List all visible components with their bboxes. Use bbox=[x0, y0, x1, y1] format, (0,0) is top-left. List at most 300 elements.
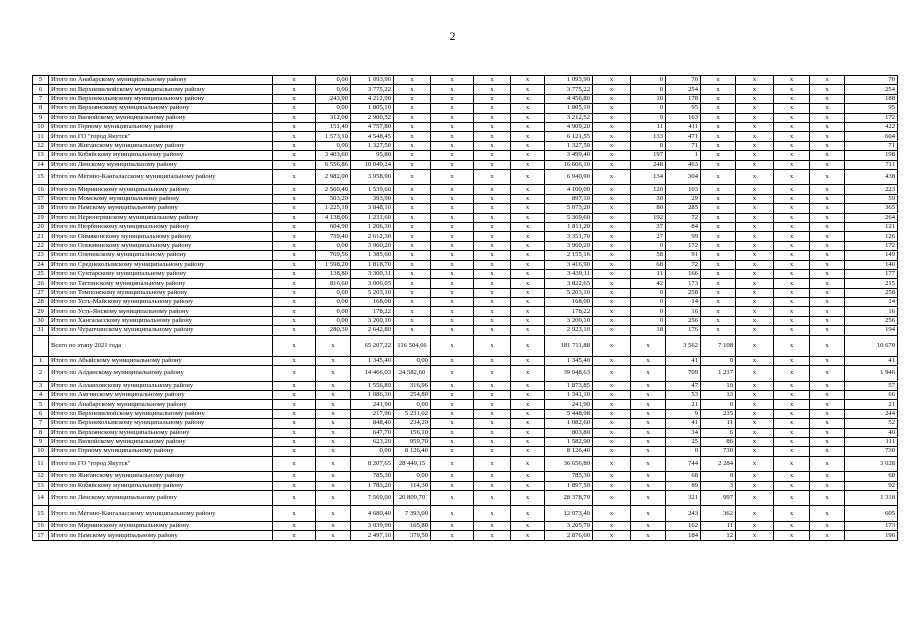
table-row bbox=[33, 251, 898, 260]
table-cell: 16 bbox=[845, 307, 898, 316]
table-cell: x bbox=[394, 85, 431, 94]
table-row bbox=[33, 456, 898, 472]
table-cell: Итого по Момскому муниципальному району bbox=[49, 194, 273, 203]
table-cell: x bbox=[593, 390, 631, 399]
table-cell: x bbox=[701, 85, 736, 94]
table-cell: 1 818,70 bbox=[351, 260, 394, 269]
table-cell: x bbox=[593, 122, 631, 131]
table-cell: x bbox=[474, 122, 511, 131]
table-cell: 58 bbox=[631, 251, 666, 260]
table-cell: x bbox=[736, 141, 774, 150]
table-cell: x bbox=[511, 260, 545, 269]
table-cell: x bbox=[474, 279, 511, 288]
table-cell: x bbox=[394, 251, 431, 260]
table-cell: x bbox=[631, 506, 666, 522]
table-cell: x bbox=[394, 269, 431, 278]
table-cell: x bbox=[431, 76, 474, 85]
table-cell: x bbox=[431, 222, 474, 231]
table-cell: x bbox=[593, 447, 631, 456]
table-cell: 4 bbox=[33, 390, 49, 399]
table-cell: 29 bbox=[666, 194, 701, 203]
table-cell: 0,00 bbox=[316, 104, 351, 113]
table-cell: x bbox=[273, 456, 316, 472]
table-cell: x bbox=[511, 113, 545, 122]
table-cell: 2 612,30 bbox=[351, 232, 394, 241]
table-cell: 3 205,70 bbox=[545, 521, 593, 530]
table-cell: 36 656,80 bbox=[545, 456, 593, 472]
table-cell: 27 bbox=[33, 288, 49, 297]
table-cell: x bbox=[431, 521, 474, 530]
table-cell: x bbox=[394, 160, 431, 169]
table-cell: 0,00 bbox=[351, 447, 394, 456]
table-cell: 0,00 bbox=[394, 400, 431, 409]
table-cell: 14 466,03 bbox=[351, 366, 394, 382]
table-cell: x bbox=[474, 232, 511, 241]
table-cell: Итого по Усть-Янскому муниципальному району bbox=[49, 307, 273, 316]
table-cell: x bbox=[736, 185, 774, 194]
table-cell: x bbox=[431, 132, 474, 141]
table-cell: x bbox=[774, 185, 810, 194]
table-cell: x bbox=[273, 222, 316, 231]
table-cell: x bbox=[774, 472, 810, 481]
table-cell: 163 bbox=[666, 113, 701, 122]
table-cell: 217,96 bbox=[351, 409, 394, 418]
table-cell: Итого по Ленскому муниципальному району bbox=[49, 490, 273, 506]
table-cell: 120 bbox=[631, 185, 666, 194]
table-cell: 0 bbox=[631, 307, 666, 316]
table-cell: x bbox=[394, 141, 431, 150]
table-row bbox=[33, 481, 898, 490]
table-cell: 6 121,55 bbox=[545, 132, 593, 141]
table-cell: x bbox=[394, 307, 431, 316]
table-cell: x bbox=[736, 85, 774, 94]
table-cell: 178 bbox=[666, 94, 701, 103]
table-cell: x bbox=[431, 481, 474, 490]
table-cell: x bbox=[273, 307, 316, 316]
table-cell: 3 200,10 bbox=[351, 316, 394, 325]
table-cell: 1 783,20 bbox=[351, 481, 394, 490]
table-cell: x bbox=[701, 222, 736, 231]
table-cell: x bbox=[810, 113, 845, 122]
table-cell: x bbox=[316, 447, 351, 456]
table-cell: x bbox=[511, 279, 545, 288]
table-cell: x bbox=[810, 241, 845, 250]
table-cell: x bbox=[593, 260, 631, 269]
table-cell: 9 bbox=[666, 409, 701, 418]
table-cell: 28 378,70 bbox=[545, 490, 593, 506]
table-cell: x bbox=[631, 456, 666, 472]
table-cell: x bbox=[774, 85, 810, 94]
table-cell: x bbox=[394, 260, 431, 269]
table-cell: x bbox=[474, 521, 511, 530]
table-cell: x bbox=[736, 481, 774, 490]
table-cell: 5 073,20 bbox=[545, 204, 593, 213]
table-cell: x bbox=[273, 241, 316, 250]
table-cell: x bbox=[273, 490, 316, 506]
table-cell: x bbox=[511, 456, 545, 472]
table-cell: 11 bbox=[701, 419, 736, 428]
table-cell: x bbox=[394, 326, 431, 335]
table-cell: x bbox=[810, 472, 845, 481]
table-row bbox=[33, 241, 898, 250]
table-row bbox=[33, 472, 898, 481]
table-cell: x bbox=[736, 390, 774, 399]
table-cell: x bbox=[631, 381, 666, 390]
table-cell: 769,56 bbox=[316, 251, 351, 260]
table-cell: 5 231,02 bbox=[394, 409, 431, 418]
table-cell: 1 805,10 bbox=[351, 104, 394, 113]
table-cell: 111 bbox=[845, 437, 898, 446]
table-cell: 3 200,10 bbox=[545, 316, 593, 325]
table-cell: x bbox=[273, 269, 316, 278]
table-cell: x bbox=[431, 326, 474, 335]
table-cell: 709 bbox=[666, 366, 701, 382]
table-cell: x bbox=[631, 390, 666, 399]
table-cell: 3 351,70 bbox=[545, 232, 593, 241]
table-cell: x bbox=[593, 326, 631, 335]
table-cell: x bbox=[316, 390, 351, 399]
table-cell: x bbox=[273, 288, 316, 297]
table-row bbox=[33, 76, 898, 85]
table-row bbox=[33, 260, 898, 269]
table-cell: 1 897,50 bbox=[545, 481, 593, 490]
table-row bbox=[33, 222, 898, 231]
table-cell: 7 569,00 bbox=[351, 490, 394, 506]
table-cell: 3 848,10 bbox=[351, 204, 394, 213]
table-cell: 0 bbox=[666, 447, 701, 456]
table-cell: x bbox=[810, 298, 845, 307]
table-cell: 1 345,40 bbox=[545, 356, 593, 365]
table-cell: x bbox=[701, 288, 736, 297]
table-cell: x bbox=[316, 428, 351, 437]
table-cell: x bbox=[810, 132, 845, 141]
table-cell: 177 bbox=[845, 269, 898, 278]
table-cell: 22 bbox=[33, 241, 49, 250]
table-cell: x bbox=[593, 113, 631, 122]
table-cell: x bbox=[774, 531, 810, 540]
table-cell: 70 bbox=[845, 76, 898, 85]
table-cell: 3 039,90 bbox=[351, 521, 394, 530]
table-cell: x bbox=[273, 104, 316, 113]
table-cell: x bbox=[701, 76, 736, 85]
table-cell: 11 bbox=[701, 521, 736, 530]
table-cell: x bbox=[431, 490, 474, 506]
table-cell: x bbox=[431, 531, 474, 540]
table-cell: x bbox=[511, 85, 545, 94]
table-cell: x bbox=[736, 232, 774, 241]
table-cell: 121 bbox=[845, 222, 898, 231]
table-row bbox=[33, 506, 898, 522]
table-cell: x bbox=[736, 132, 774, 141]
table-row bbox=[33, 94, 898, 103]
table-cell: x bbox=[774, 222, 810, 231]
table-cell: x bbox=[316, 531, 351, 540]
table-cell: 463 bbox=[666, 160, 701, 169]
table-cell: 13 bbox=[33, 151, 49, 160]
table-cell: x bbox=[701, 94, 736, 103]
table-cell: 7 bbox=[33, 94, 49, 103]
table-cell: Итого по Верхневилюйскому муниципальному району bbox=[49, 85, 273, 94]
table-cell: 138,80 bbox=[316, 269, 351, 278]
table-cell: x bbox=[631, 490, 666, 506]
table-cell: x bbox=[273, 326, 316, 335]
table-cell: x bbox=[474, 85, 511, 94]
table-row bbox=[33, 521, 898, 530]
table-cell: x bbox=[736, 366, 774, 382]
table-cell: 235 bbox=[701, 409, 736, 418]
table-cell: x bbox=[810, 400, 845, 409]
table-cell: 1 bbox=[666, 151, 701, 160]
table-row bbox=[33, 356, 898, 365]
table-cell: Итого по Вилюйскому муниципальному району bbox=[49, 113, 273, 122]
table-cell: 13 bbox=[701, 390, 736, 399]
table-cell: Итого по Верхнеколымскому муниципальному району bbox=[49, 419, 273, 428]
table-cell: x bbox=[511, 409, 545, 418]
table-cell: x bbox=[593, 160, 631, 169]
table-cell: 1 231,60 bbox=[351, 213, 394, 222]
table-cell: 0 bbox=[631, 85, 666, 94]
table-cell: 4 212,90 bbox=[351, 94, 394, 103]
table-cell: 168,00 bbox=[351, 298, 394, 307]
table-cell: x bbox=[511, 160, 545, 169]
table-cell: x bbox=[511, 76, 545, 85]
table-cell: x bbox=[431, 113, 474, 122]
table-cell: x bbox=[774, 381, 810, 390]
table-cell: 70 bbox=[666, 76, 701, 85]
table-cell: 0 bbox=[631, 316, 666, 325]
table-cell: 1 946 bbox=[845, 366, 898, 382]
table-cell: Итого по Сунтарскому муниципальному району bbox=[49, 269, 273, 278]
table-cell: 5 203,10 bbox=[545, 288, 593, 297]
table-cell: x bbox=[810, 76, 845, 85]
table-cell: 605 bbox=[845, 506, 898, 522]
table-cell: x bbox=[474, 169, 511, 185]
table-cell: x bbox=[273, 335, 316, 356]
table-cell: 362 bbox=[701, 506, 736, 522]
table-cell: x bbox=[810, 506, 845, 522]
table-cell: Итого по Горному муниципальному району bbox=[49, 122, 273, 131]
table-cell: x bbox=[701, 269, 736, 278]
table-cell: x bbox=[774, 160, 810, 169]
table-cell: x bbox=[273, 279, 316, 288]
table-cell: 16 606,10 bbox=[545, 160, 593, 169]
table-cell: x bbox=[736, 316, 774, 325]
table-cell: 0,00 bbox=[394, 356, 431, 365]
table-cell: x bbox=[474, 213, 511, 222]
table-cell: 503,20 bbox=[316, 194, 351, 203]
table-cell: Итого по Среднеколымскому муниципальному району bbox=[49, 260, 273, 269]
table-cell: x bbox=[273, 251, 316, 260]
table-cell: x bbox=[474, 506, 511, 522]
table-cell: x bbox=[394, 169, 431, 185]
table-cell: x bbox=[774, 122, 810, 131]
table-cell: x bbox=[736, 269, 774, 278]
table-row bbox=[33, 113, 898, 122]
table-row bbox=[33, 326, 898, 335]
table-cell: 5 369,60 bbox=[545, 213, 593, 222]
table-cell: x bbox=[474, 437, 511, 446]
table-cell: x bbox=[593, 419, 631, 428]
table-cell: x bbox=[810, 419, 845, 428]
table-cell: 3 562 bbox=[666, 335, 701, 356]
table-cell: 7 bbox=[33, 419, 49, 428]
table-cell: x bbox=[474, 366, 511, 382]
table-cell: 4 100,00 bbox=[545, 185, 593, 194]
table-cell: x bbox=[774, 132, 810, 141]
table-cell: 25 bbox=[33, 269, 49, 278]
table-cell: x bbox=[474, 288, 511, 297]
table-cell: x bbox=[474, 390, 511, 399]
table-cell: x bbox=[631, 437, 666, 446]
table-cell: x bbox=[810, 437, 845, 446]
table-cell: Итого по Алданскому муниципальному району bbox=[49, 366, 273, 382]
table-cell: x bbox=[316, 472, 351, 481]
table-cell: 2 497,10 bbox=[351, 531, 394, 540]
table-cell: 17 bbox=[33, 194, 49, 203]
table-cell: 196 bbox=[845, 531, 898, 540]
table-cell: 25 bbox=[666, 437, 701, 446]
table-cell: x bbox=[593, 141, 631, 150]
table-cell: 1 582,90 bbox=[545, 437, 593, 446]
table-cell: x bbox=[774, 307, 810, 316]
table-cell: 86 bbox=[701, 437, 736, 446]
table-cell: x bbox=[431, 260, 474, 269]
table-row bbox=[33, 531, 898, 540]
table-cell: x bbox=[394, 194, 431, 203]
table-cell: x bbox=[736, 213, 774, 222]
table-cell: x bbox=[273, 213, 316, 222]
table-cell: 31 bbox=[33, 326, 49, 335]
table-cell: x bbox=[431, 409, 474, 418]
table-cell: 41 bbox=[845, 356, 898, 365]
table-cell bbox=[33, 335, 49, 356]
table-cell: x bbox=[774, 506, 810, 522]
table-cell: 10 bbox=[33, 122, 49, 131]
table-cell: x bbox=[394, 298, 431, 307]
table-cell: x bbox=[810, 490, 845, 506]
table-cell: 0 bbox=[631, 288, 666, 297]
table-cell: x bbox=[701, 160, 736, 169]
table-cell: 21 bbox=[33, 232, 49, 241]
table-cell: x bbox=[631, 400, 666, 409]
table-cell: 2 876,60 bbox=[545, 531, 593, 540]
table-cell: x bbox=[273, 437, 316, 446]
table-cell: x bbox=[810, 288, 845, 297]
table-cell: 3 416,90 bbox=[545, 260, 593, 269]
table-cell: x bbox=[273, 428, 316, 437]
table-cell: 13 bbox=[33, 481, 49, 490]
table-cell: x bbox=[431, 472, 474, 481]
table-cell: 1 237 bbox=[701, 366, 736, 382]
table-cell: 10 049,24 bbox=[351, 160, 394, 169]
table-cell: x bbox=[511, 141, 545, 150]
table-cell: 114,30 bbox=[394, 481, 431, 490]
table-cell: x bbox=[431, 447, 474, 456]
table-cell: x bbox=[431, 428, 474, 437]
table-cell: x bbox=[774, 204, 810, 213]
table-cell: 422 bbox=[845, 122, 898, 131]
table-cell: x bbox=[736, 456, 774, 472]
table-cell: x bbox=[431, 279, 474, 288]
table-cell: 241,90 bbox=[351, 400, 394, 409]
table-cell: 72 bbox=[666, 213, 701, 222]
table-cell: 12 bbox=[33, 472, 49, 481]
table-cell: 26 bbox=[33, 279, 49, 288]
table-cell: x bbox=[736, 222, 774, 231]
table-cell: 438 bbox=[845, 169, 898, 185]
table-row bbox=[33, 132, 898, 141]
table-cell: x bbox=[701, 194, 736, 203]
table-cell: 3 775,22 bbox=[351, 85, 394, 94]
table-cell: Итого по Верхоянскому муниципальному району bbox=[49, 428, 273, 437]
table-cell: x bbox=[593, 316, 631, 325]
table-cell: x bbox=[593, 335, 631, 356]
table-cell: x bbox=[273, 122, 316, 131]
table-cell: x bbox=[736, 169, 774, 185]
table-cell: x bbox=[774, 390, 810, 399]
table-cell: x bbox=[593, 185, 631, 194]
table-cell: 30 bbox=[33, 316, 49, 325]
table-cell: x bbox=[431, 169, 474, 185]
table-cell: x bbox=[431, 307, 474, 316]
table-cell: 2 923,10 bbox=[545, 326, 593, 335]
table-cell: x bbox=[511, 447, 545, 456]
table-cell: x bbox=[774, 104, 810, 113]
table-cell: x bbox=[774, 400, 810, 409]
table-cell: x bbox=[474, 76, 511, 85]
table-cell: 471 bbox=[666, 132, 701, 141]
table-cell: 37 bbox=[631, 222, 666, 231]
table-row bbox=[33, 104, 898, 113]
table-cell: 0,00 bbox=[316, 141, 351, 150]
table-cell: 248 bbox=[631, 160, 666, 169]
table-cell: 316,96 bbox=[394, 381, 431, 390]
table-cell: x bbox=[631, 356, 666, 365]
table-cell: 223 bbox=[845, 185, 898, 194]
table-cell: x bbox=[774, 316, 810, 325]
table-cell: 0,00 bbox=[316, 288, 351, 297]
table-cell: x bbox=[511, 94, 545, 103]
table-cell: x bbox=[316, 490, 351, 506]
table-cell: 11 bbox=[631, 122, 666, 131]
table-cell: 1 385,60 bbox=[351, 251, 394, 260]
table-cell: x bbox=[511, 204, 545, 213]
table-cell: x bbox=[273, 151, 316, 160]
table-cell: x bbox=[511, 335, 545, 356]
table-cell: 18 bbox=[631, 326, 666, 335]
table-cell: x bbox=[631, 419, 666, 428]
table-cell: 1 093,90 bbox=[351, 76, 394, 85]
table-cell: 172 bbox=[845, 113, 898, 122]
table-cell: x bbox=[593, 472, 631, 481]
table-cell: x bbox=[511, 122, 545, 131]
table-cell: 243 bbox=[666, 506, 701, 522]
table-cell: 1 345,40 bbox=[351, 356, 394, 365]
table-cell: Итого по Верхнеколымскому муниципальному району bbox=[49, 94, 273, 103]
table-cell: 258 bbox=[845, 288, 898, 297]
table-cell: 133 bbox=[631, 132, 666, 141]
table-cell: x bbox=[431, 390, 474, 399]
table-cell: 3 958,90 bbox=[351, 169, 394, 185]
table-cell: 256 bbox=[845, 316, 898, 325]
table-cell: x bbox=[593, 366, 631, 382]
table-cell: x bbox=[316, 335, 351, 356]
table-cell: 126 bbox=[845, 232, 898, 241]
table-cell: x bbox=[511, 288, 545, 297]
table-cell: Итого по Жиганскому муниципальному району bbox=[49, 472, 273, 481]
table-cell: 3 006,05 bbox=[351, 279, 394, 288]
table-cell: 1 539,60 bbox=[351, 185, 394, 194]
